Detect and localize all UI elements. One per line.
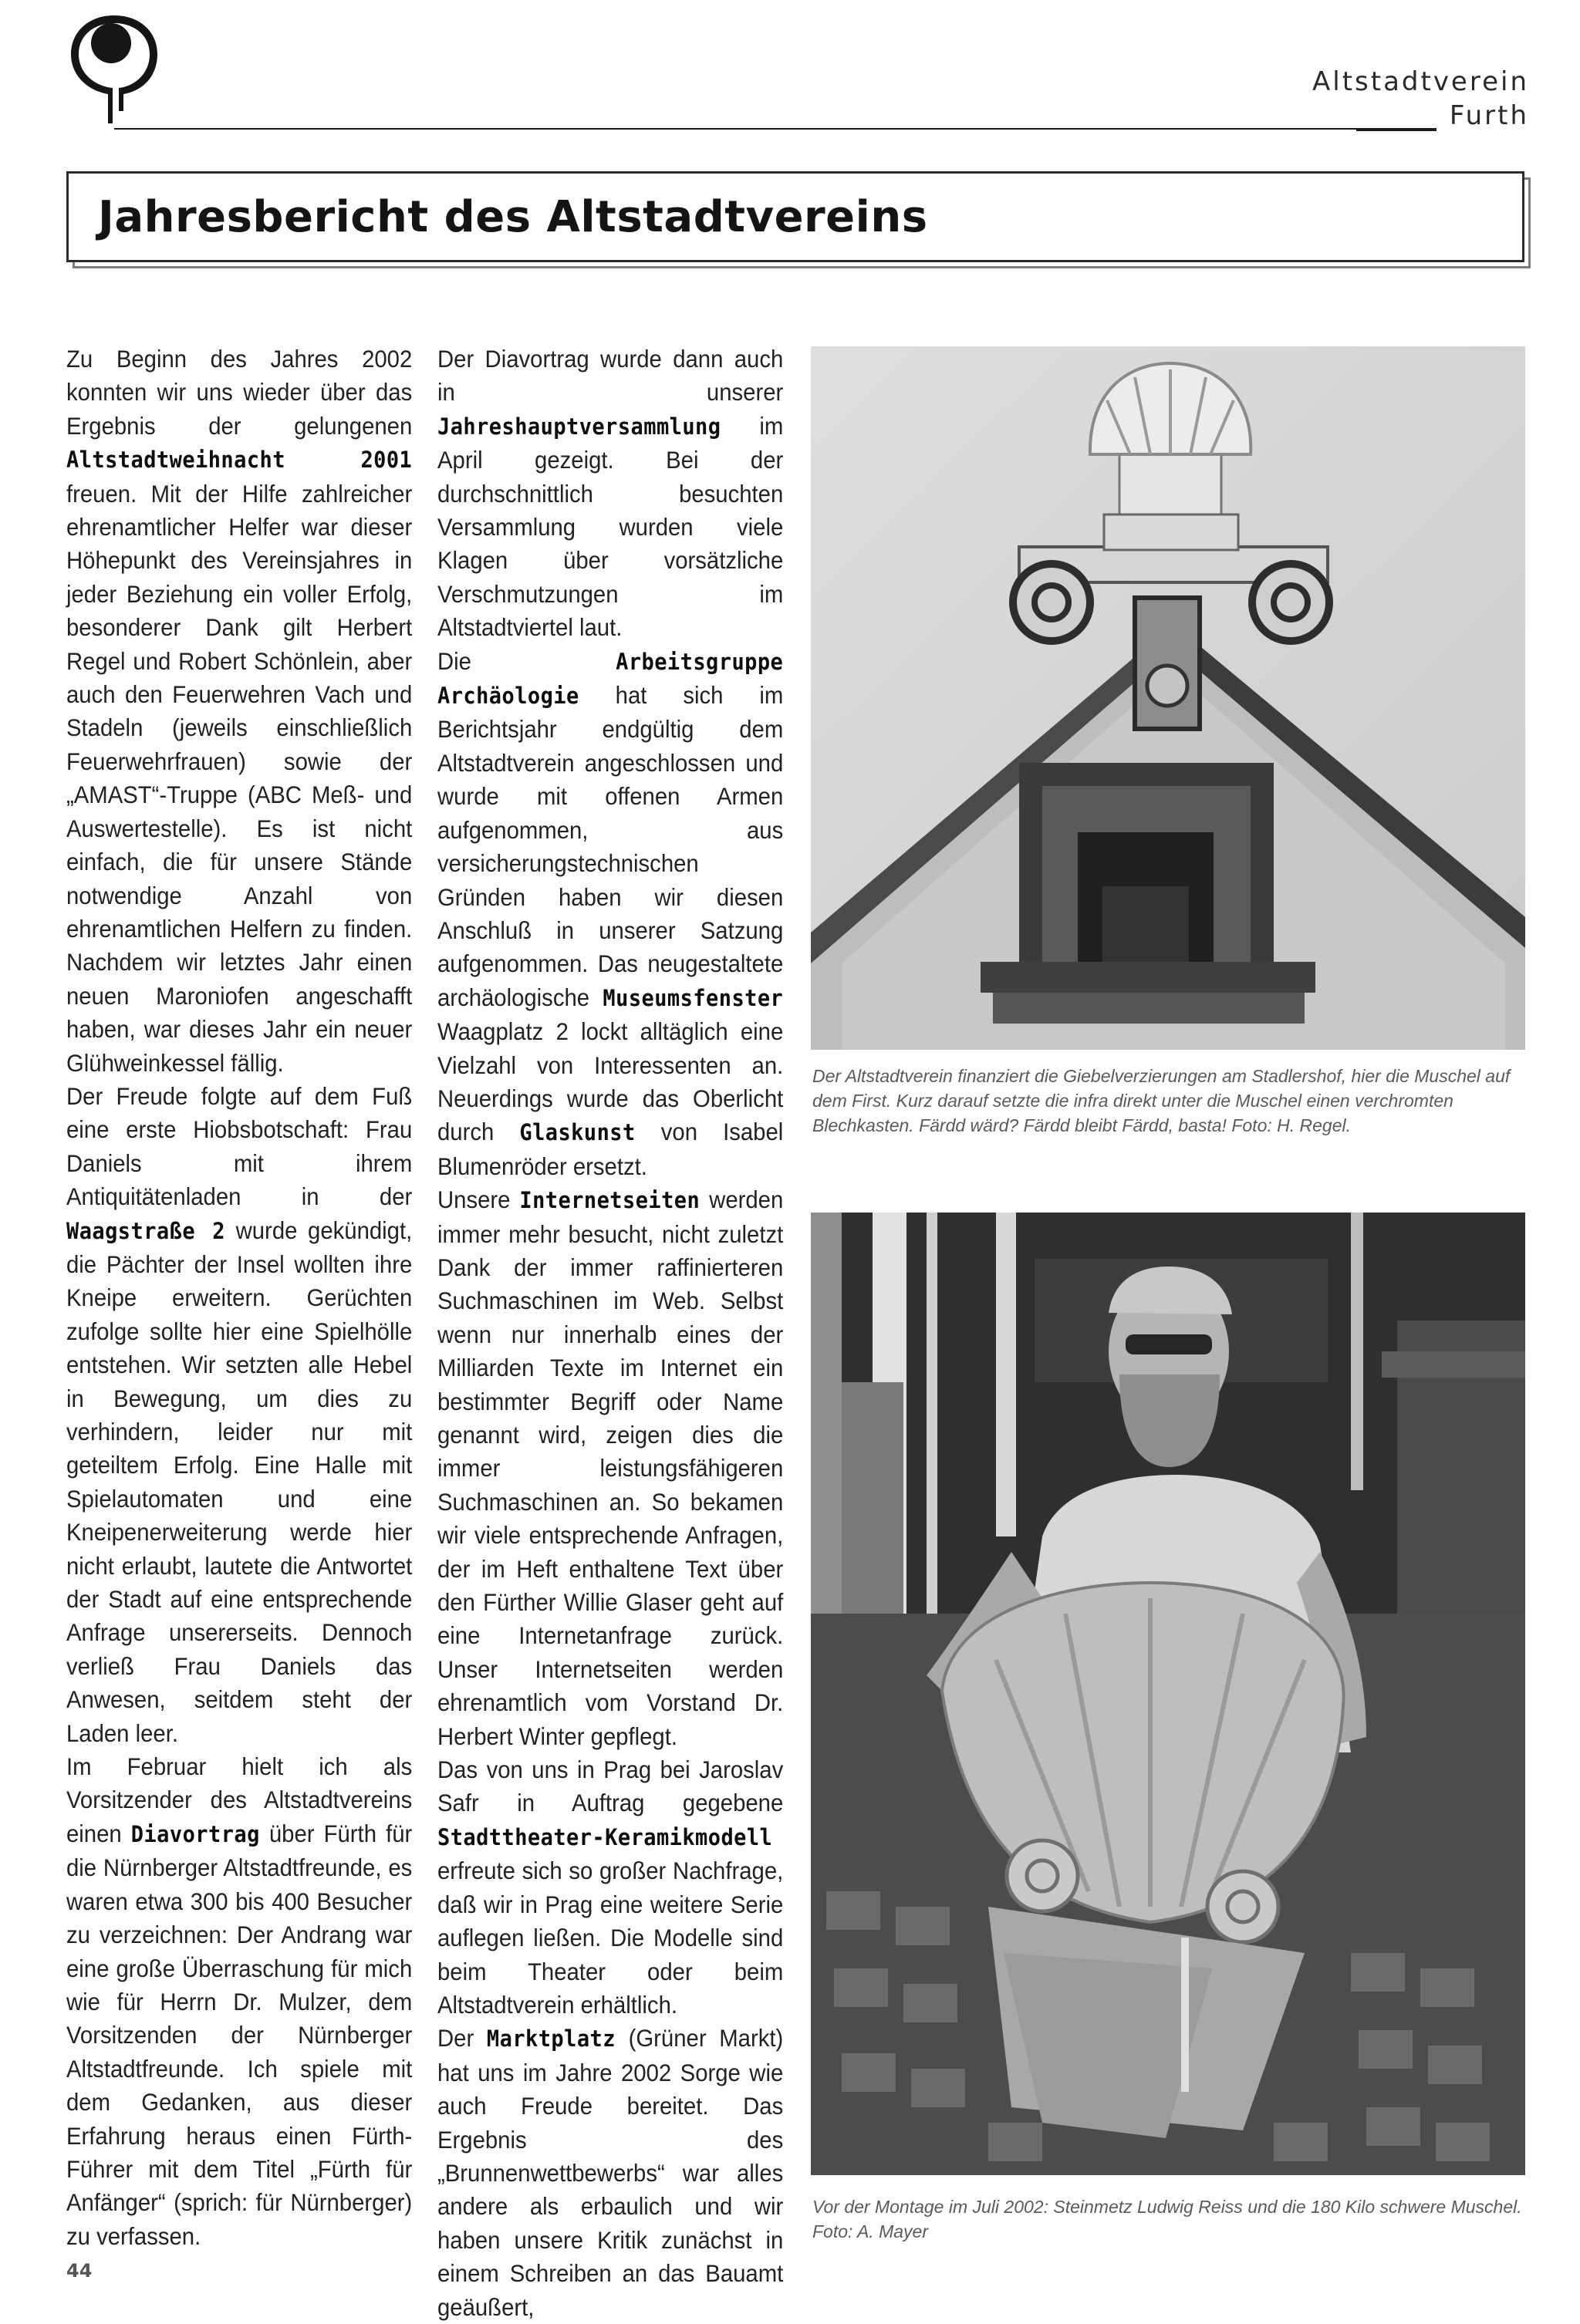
paragraph: Die Arbeitsgruppe Archäologie hat sich im Berichtsjahr endgültig dem Altstadtverein angeschlossen und wurde mit offenen Armen aufgenommen, aus versicherungstechnischen Gründen haben wir diesen Anschluß in unserer Satzung aufgenommen. Das neugestaltete archäologische Museumsfenster Waagplatz 2 lockt alltäglich eine Vielzahl von Interessenten an. Neuerdings wurde das Oberlicht durch Glaskunst von Isabel Blumenröder ersetzt. — [437, 646, 784, 1180]
title-box — [66, 171, 1524, 262]
keyword-highlight: Marktplatz — [486, 2025, 616, 2052]
page-number: 44 — [66, 2260, 93, 2282]
organization-name — [1312, 65, 1529, 133]
keyword-highlight: Waagstraße 2 — [66, 1217, 225, 1244]
paragraph: Zu Beginn des Jahres 2002 konnten wir uns wieder über das Ergebnis der gelungenen Altstadtweihnacht 2001 freuen. Mit der Hilfe zahlreicher ehrenamtlicher Helfer war dieser Höhepunkt des Vereinsjahres in jeder Beziehung ein voller Erfolg, besonderer Dank gilt Herbert Regel und Robert Schönlein, aber auch den Feuerwehren Vach und Stadeln (jeweils einschließlich Feuerwehrfrauen) sowie der „AMAST“-Truppe (ABC Meß- und Auswertestelle). Es ist nicht einfach, die für unsere Stände notwendige Anzahl von ehrenamtlichen Helfern zu finden. Nachdem wir letztes Jahr einen neuen Maroniofen angeschafft haben, war dieses Jahr ein neuer Glühweinkessel fällig. — [66, 345, 413, 1077]
stonemason-shell-photo — [811, 1213, 1525, 2175]
gable-photo-caption: Der Altstadtverein finanziert die Giebelverzierungen am Stadlershof, hier die Muschel auf dem First. Kurz darauf setzte die infra direkt unter die Muschel einen verchromten Blechkasten. Färdd wärd? Färdd bleibt Färdd, basta! Foto: H. Regel. — [812, 1066, 1511, 1135]
keyword-highlight: Altstadtweihnacht 2001 — [66, 447, 413, 474]
paragraph: Das von uns in Prag bei Jaroslav Safr in Auftrag gegebene Stadttheater-Keramikmodell erfreute sich so großer Nachfrage, daß wir in Prag eine weitere Serie auflegen ließen. Die Modelle sind beim Theater oder beim Altstadtverein erhältlich. — [437, 1756, 784, 2019]
stonemason-photo-caption: Vor der Montage im Juli 2002: Steinmetz Ludwig Reiss und die 180 Kilo schwere Muschel. Foto: A. Mayer — [812, 2197, 1522, 2241]
article-column-middle — [437, 342, 783, 2324]
paragraph: Der Marktplatz (Grüner Markt) hat uns im Jahre 2002 Sorge wie auch Freude bereitet. Das Ergebnis des „Brunnenwettbewerbs“ war alles andere als erbaulich und wir haben unsere Kritik zunächst in einem Schreiben an das Bauamt geäußert, — [437, 2024, 784, 2321]
gable-shell-photo — [811, 346, 1525, 1050]
header-rule-accent — [1356, 128, 1437, 131]
keyword-highlight: Museumsfenster — [603, 984, 784, 1011]
organization-line-2: Furth — [1449, 100, 1529, 131]
page-title: Jahresbericht des Altstadtvereins — [98, 192, 928, 242]
article-column-left — [66, 342, 412, 2253]
keyword-highlight: Arbeitsgruppe Archäologie — [437, 648, 784, 710]
keyword-highlight: Glaskunst — [519, 1119, 636, 1146]
keyword-highlight: Diavortrag — [130, 1820, 260, 1847]
keyword-highlight: Internetseiten — [519, 1187, 701, 1214]
keyword-highlight: Stadttheater-Keramikmodell — [437, 1823, 773, 1850]
paragraph: Unsere Internetseiten werden immer mehr besucht, nicht zuletzt Dank der immer raffinierteren Suchmaschinen im Web. Selbst wenn nur innerhalb eines der Milliarden Texte im Internet ein bestimmter Begriff oder Name genannt wird, zeigen dies die immer leistungsfähigeren Suchmaschinen an. So bekamen wir viele entsprechende Anfragen, der im Heft enthaltene Text über den Fürther Willie Glaser geht auf eine Internetanfrage zurück. Unser Internetseiten werden ehrenamtlich vom Vorstand Dr. Herbert Winter gepflegt. — [437, 1186, 784, 1750]
organization-line-1: Altstadtverein — [1312, 66, 1529, 97]
paragraph: Der Freude folgte auf dem Fuß eine erste Hiobsbotschaft: Frau Daniels mit ihrem Antiquitätenladen in der Waagstraße 2 wurde gekündigt, die Pächter der Insel wollten ihre Kneipe erweitern. Gerüchten zufolge sollte hier eine Spielhölle entstehen. Wir setzten alle Hebel in Bewegung, um dies zu verhindern, leider nur mit geteiltem Erfolg. Eine Halle mit Spielautomaten und eine Kneipenerweiterung werde hier nicht erlaubt, lautete die Antwortet der Stadt auf eine entsprechende Anfrage unsererseits. Dennoch verließ Frau Daniels das Anwesen, seitdem steht der Laden leer. — [66, 1081, 413, 1747]
paragraph: Im Februar hielt ich als Vorsitzender des Altstadtvereins einen Diavortrag über Fürth für die Nürnberger Altstadtfreunde, es waren etwa 300 bis 400 Besucher zu verzeichnen: Der Andrang war eine große Überraschung für mich wie für Herrn Dr. Mulzer, dem Vorsitzenden der Nürnberger Altstadtfreunde. Ich spiele mit dem Gedanken, aus dieser Erfahrung heraus einen Fürth-Führer mit dem Titel „Fürth für Anfänger“ (sprich: für Nürnberger) zu verfassen. — [66, 1752, 413, 2250]
header-rule — [114, 128, 1437, 130]
keyword-highlight: Jahreshauptversammlung — [437, 413, 721, 440]
altstadtverein-emblem-icon — [65, 11, 164, 126]
paragraph: Der Diavortrag wurde dann auch in unserer Jahreshauptversammlung im April gezeigt. Bei der durchschnittlich besuchten Versammlung wurden viele Klagen über vorsätzliche Verschmutzungen im Altstadtviertel laut. — [437, 345, 784, 642]
